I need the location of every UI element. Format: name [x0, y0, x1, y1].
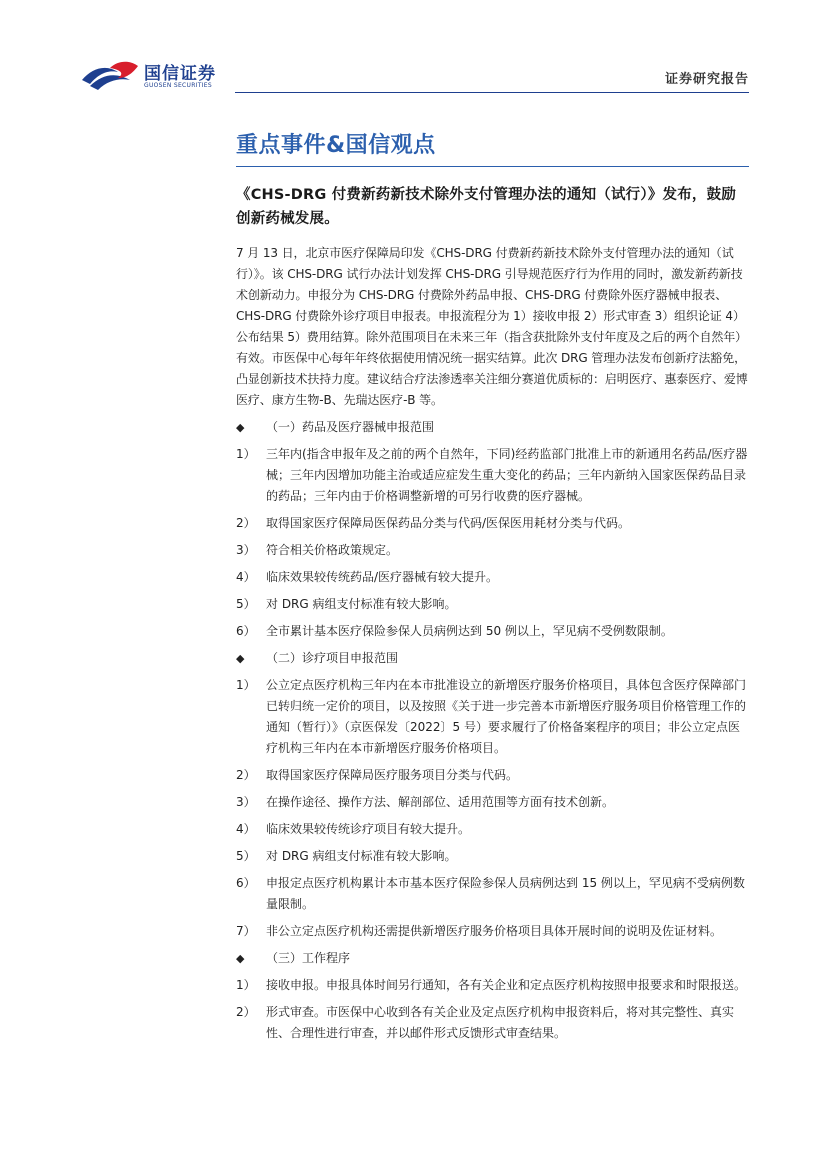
- section-heading-procedures: [236, 648, 749, 669]
- header-divider: [235, 92, 749, 93]
- section-heading-drugs-devices: [236, 417, 749, 438]
- list-text: 三年内(指含申报年及之前的两个自然年，下同)经药监部门批准上市的新通用名药品/医疗器械；三年内因增加功能主治或适应症发生重大变化的药品；三年内新纳入国家医保药品目录的药品；三年内由于价格调整新增的可另行收费的医疗器械。: [266, 447, 748, 503]
- diamond-bullet-icon: ◆: [236, 421, 245, 434]
- list-item: [236, 792, 749, 813]
- title-divider: [236, 166, 749, 167]
- list-text: 对 DRG 病组支付标准有较大影响。: [266, 597, 457, 611]
- list-text: 符合相关价格政策规定。: [266, 543, 399, 557]
- list-number: 6）: [236, 624, 256, 638]
- page-header: [0, 0, 827, 100]
- section-heading-text: （一）药品及医疗器械申报范围: [266, 420, 435, 434]
- list-item: [236, 594, 749, 615]
- list-number: 4）: [236, 570, 256, 584]
- section-heading-workflow: [236, 948, 749, 969]
- list-number: 5）: [236, 849, 256, 863]
- list-number: 2）: [236, 516, 256, 530]
- report-type-label: 证券研究报告: [664, 72, 749, 87]
- guosen-logo: [80, 58, 230, 98]
- list-text: 形式审查。市医保中心收到各有关企业及定点医疗机构申报资料后，将对其完整性、真实性、合理性进行审查，并以邮件形式反馈形式审查结果。: [266, 1005, 735, 1040]
- list-number: 2）: [236, 1005, 256, 1019]
- list-item: [236, 621, 749, 642]
- diamond-bullet-icon: ◆: [236, 952, 245, 965]
- list-text: 临床效果较传统诊疗项目有较大提升。: [266, 822, 471, 836]
- list-number: 2）: [236, 768, 256, 782]
- logo-text-cn: 国信证券: [144, 64, 216, 84]
- list-item: [236, 540, 749, 561]
- list-text: 对 DRG 病组支付标准有较大影响。: [266, 849, 457, 863]
- list-text: 取得国家医疗保障局医疗服务项目分类与代码。: [266, 768, 519, 782]
- list-item: [236, 444, 749, 507]
- list-text: 接收申报。申报具体时间另行通知，各有关企业和定点医疗机构按照申报要求和时限报送。: [266, 978, 747, 992]
- list-item: [236, 921, 749, 942]
- list-text: 非公立定点医疗机构还需提供新增医疗服务价格项目具体开展时间的说明及佐证材料。: [266, 924, 723, 938]
- news-headline: 《CHS-DRG 付费新药新技术除外支付管理办法的通知（试行）》发布，鼓励创新药械发展。: [236, 187, 737, 227]
- list-number: 1）: [236, 978, 256, 992]
- list-item: [236, 846, 749, 867]
- section-title: 重点事件&国信观点: [236, 133, 436, 158]
- list-number: 4）: [236, 822, 256, 836]
- list-number: 6）: [236, 876, 256, 890]
- list-item: [236, 1002, 749, 1044]
- list-item: [236, 873, 749, 915]
- diamond-bullet-icon: ◆: [236, 652, 245, 665]
- main-content: [236, 128, 749, 1044]
- list-item: [236, 513, 749, 534]
- intro-paragraph: 7 月 13 日，北京市医疗保障局印发《CHS-DRG 付费新药新技术除外支付管理办法的通知（试行）》。该 CHS-DRG 试行办法计划发挥 CHS-DRG 引导规范医疗行为作用的同时，激发新药新技术创新动力。申报分为 CHS-DRG 付费除外药品申报、CHS-DRG 付费除外医疗器械申报表、CHS-DRG 付费除外诊疗项目申报表。申报流程分为 1）接收申报 2）形式审查 3）组织论证 4）公布结果 5）费用结算。除外范围项目在未来三年（指含获批除外支付年度及之后的两个自然年）有效。市医保中心每年年终依据使用情况统一据实结算。此次 DRG 管理办法发布创新疗法豁免，凸显创新技术扶持力度。建议结合疗法渗透率关注细分赛道优质标的：启明医疗、惠泰医疗、爱博医疗、康方生物-B、先瑞达医疗-B 等。: [236, 246, 748, 407]
- list-text: 公立定点医疗机构三年内在本市批准设立的新增医疗服务价格项目，具体包含医疗保障部门已转归统一定价的项目，以及按照《关于进一步完善本市新增医疗服务项目价格管理工作的通知（暂行）》（京医保发〔2022〕5 号）要求履行了价格备案程序的项目；非公立定点医疗机构三年内在本市新增医疗服务价格项目。: [266, 678, 747, 755]
- list-number: 3）: [236, 795, 256, 809]
- logo-text-en: GUOSEN SECURITIES: [144, 82, 213, 89]
- list-text: 申报定点医疗机构累计本市基本医疗保险参保人员病例达到 15 例以上，罕见病不受病例数量限制。: [266, 876, 745, 911]
- list-number: 1）: [236, 678, 256, 692]
- guosen-logo-mark-icon: [80, 58, 142, 94]
- list-item: [236, 765, 749, 786]
- list-text: 临床效果较传统药品/医疗器械有较大提升。: [266, 570, 499, 584]
- list-number: 5）: [236, 597, 256, 611]
- list-number: 3）: [236, 543, 256, 557]
- list-number: 1）: [236, 447, 256, 461]
- list-item: [236, 819, 749, 840]
- section-heading-text: （三）工作程序: [266, 951, 351, 965]
- list-number: 7）: [236, 924, 256, 938]
- list-text: 全市累计基本医疗保险参保人员病例达到 50 例以上，罕见病不受例数限制。: [266, 624, 673, 638]
- list-text: 取得国家医疗保障局医保药品分类与代码/医保医用耗材分类与代码。: [266, 516, 631, 530]
- list-item: [236, 567, 749, 588]
- list-item: [236, 675, 749, 759]
- list-text: 在操作途径、操作方法、解剖部位、适用范围等方面有技术创新。: [266, 795, 615, 809]
- section-heading-text: （二）诊疗项目申报范围: [266, 651, 399, 665]
- list-item: [236, 975, 749, 996]
